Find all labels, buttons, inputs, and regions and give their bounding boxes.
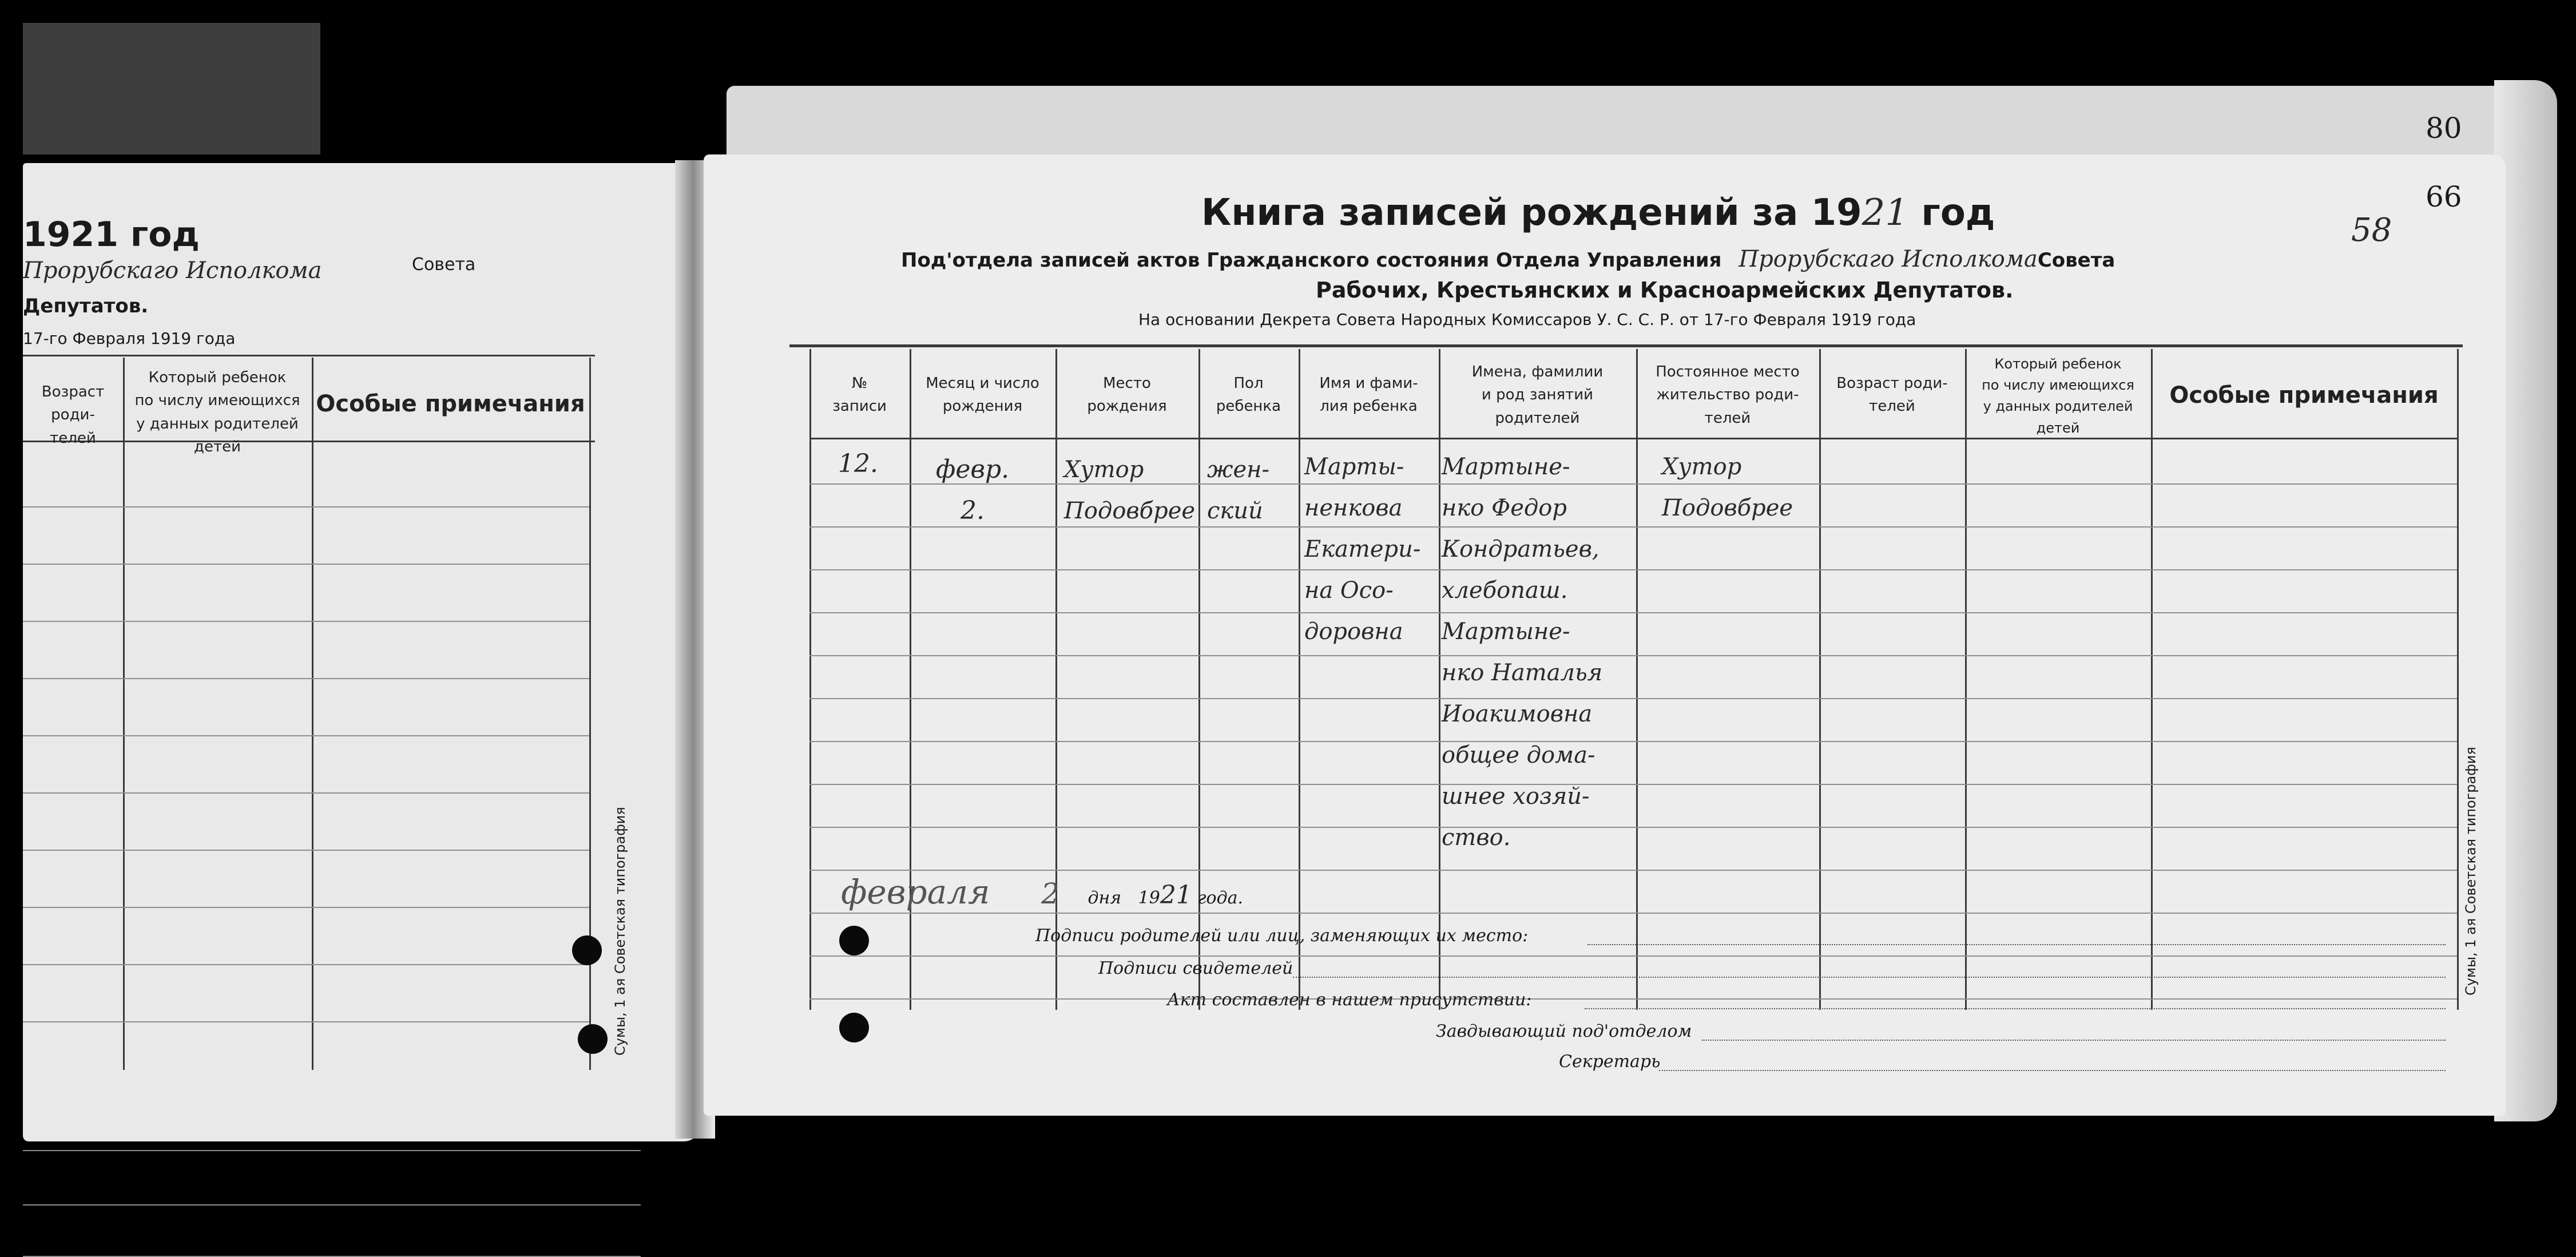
binding-hole	[578, 1024, 608, 1054]
subtitle-prefix: Под'отдела записей актов Гражданского состояния Отдела Управления	[901, 249, 1722, 272]
left-council-suffix: Совета	[412, 255, 476, 275]
left-col-notes: Особые примечания	[316, 391, 585, 417]
title-prefix: Книга записей рождений за 19	[1201, 192, 1862, 234]
left-deputies: Депутатов.	[23, 295, 149, 318]
table-top-rule	[789, 344, 2463, 347]
record-sex: жен- ский	[1207, 457, 1270, 524]
footer-year-prefix: 19	[1138, 888, 1160, 908]
footer-head: Завдывающий под'отделом	[1436, 1021, 1692, 1041]
col-header-child-order: Который ребенок по числу имеющихся у данных родителей детей	[1982, 356, 2134, 436]
col-header-date: Месяц и число рождения	[926, 375, 1039, 415]
subtitle-suffix: Совета	[2037, 249, 2115, 272]
col-header-age: Возраст роди- телей	[1836, 375, 1948, 415]
title-year-hand: 21	[1861, 192, 1909, 234]
subtitle-line	[901, 246, 2115, 272]
corner-number-66: 66	[2426, 180, 2462, 213]
col-header-number: № записи	[832, 375, 887, 415]
record-number: 12.	[838, 449, 878, 478]
col-header-residence: Постоянное место жительство роди- телей	[1656, 363, 1800, 427]
col-header-child: Имя и фами- лия ребенка	[1319, 375, 1418, 415]
binding-hole	[839, 1013, 869, 1042]
binding-hole	[839, 926, 869, 955]
left-council-handwritten: Прорубскаго Исполкома	[23, 257, 322, 284]
book-title	[1201, 192, 1995, 234]
record-child-name: Марты- ненкова Екатери- на Осо- доровна	[1304, 454, 1421, 645]
left-page	[23, 163, 701, 1141]
col-header-sex: Пол ребенка	[1216, 375, 1281, 415]
left-col-age: Возраст роди- телей	[41, 383, 105, 447]
footer-signatures-witnesses: Подписи свидетелей	[1098, 958, 1293, 978]
footer-day-word: дня	[1087, 888, 1122, 908]
col-header-parents: Имена, фамилии и род занятий родителей	[1471, 363, 1603, 427]
left-printer-mark: Сумы, 1 ая Советская типография	[612, 807, 628, 1056]
title-suffix: год	[1921, 192, 1995, 234]
col-header-place: Место рождения	[1087, 375, 1167, 415]
record-residence: Хутор Подовбрее	[1662, 454, 1793, 521]
footer-date-line	[841, 873, 1243, 911]
footer-secretary: Секретарь	[1559, 1052, 1661, 1072]
right-printer-mark: Сумы, 1 ая Советская типография	[2463, 747, 2479, 996]
right-page	[704, 112, 2506, 1116]
page-stack-right	[727, 86, 2529, 163]
corner-number-80: 80	[2426, 112, 2462, 145]
col-header-notes: Особые примечания	[2169, 382, 2439, 409]
left-col-child-order: Который ребенок по числу имеющихся у данных родителей детей	[134, 369, 300, 455]
footer-day-hand: 2	[1041, 877, 1059, 910]
left-year: 1921 год	[23, 215, 200, 255]
record-place: Хутор Подовбрее	[1064, 457, 1196, 524]
footer-month-hand: февраля	[841, 873, 990, 911]
corner-number-58: 58	[2351, 212, 2392, 249]
footer-act-line: Акт составлен в нашем присутствии:	[1167, 990, 1532, 1010]
left-decree-tail: 17-го Февраля 1919 года	[23, 329, 236, 348]
subtitle-hand: Прорубскаго Исполкома	[1738, 246, 2038, 272]
footer-year-hand: 21	[1160, 881, 1192, 910]
subtitle-line2: Рабочих, Крестьянских и Красноармейских Депутатов.	[1316, 277, 2014, 303]
footer-year-word: года.	[1197, 888, 1244, 908]
binding-hole	[572, 935, 602, 965]
page-stack-top	[23, 23, 320, 154]
record-parents: Мартыне- нко Федор Кондратьев, хлебопаш. Мартыне- нко Наталья Иоакимовна общее дома- шнее хозяй- ство.	[1442, 454, 1603, 851]
decree-line: На основании Декрета Совета Народных Комиссаров У. С. С. Р. от 17-го Февраля 1919 года	[1138, 310, 1916, 329]
record-date: февр. 2.	[935, 455, 1010, 525]
footer-signatures-parents: Подписи родителей или лиц, заменяющих их место:	[1035, 926, 1529, 946]
